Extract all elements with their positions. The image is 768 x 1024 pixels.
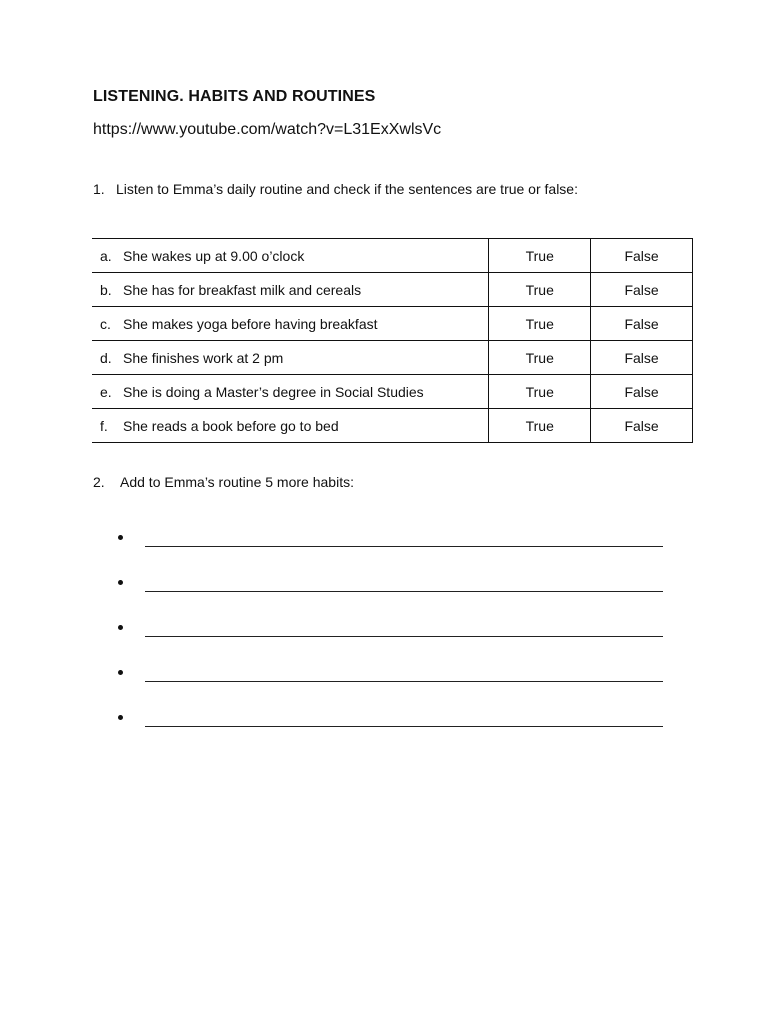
statement-text: She has for breakfast milk and cereals — [123, 281, 362, 298]
bullet-icon — [118, 625, 123, 630]
statement-cell — [92, 375, 489, 409]
habit-answer-line[interactable] — [145, 591, 663, 592]
statement-letter: b. — [100, 281, 112, 298]
question-1 — [93, 181, 578, 197]
false-option[interactable]: False — [591, 273, 693, 307]
table-row — [92, 307, 693, 341]
table-row — [92, 409, 693, 443]
false-option[interactable]: False — [591, 409, 693, 443]
statement-cell — [92, 409, 489, 443]
statement-cell — [92, 307, 489, 341]
bullet-icon — [118, 670, 123, 675]
false-option[interactable]: False — [591, 307, 693, 341]
habit-answer-line[interactable] — [145, 726, 663, 727]
false-option[interactable]: False — [591, 375, 693, 409]
question-1-text: Listen to Emma’s daily routine and check if the sentences are true or false: — [116, 181, 578, 197]
statement-letter: c. — [100, 315, 111, 332]
table-row — [92, 239, 693, 273]
statement-letter: e. — [100, 383, 112, 400]
true-option[interactable]: True — [489, 409, 591, 443]
false-option[interactable]: False — [591, 341, 693, 375]
table-row — [92, 375, 693, 409]
statement-text: She reads a book before go to bed — [123, 417, 339, 434]
question-2 — [93, 474, 354, 490]
question-2-number: 2. — [93, 474, 105, 490]
video-url-link[interactable]: https://www.youtube.com/watch?v=L31ExXwlsVc — [93, 121, 442, 138]
table-row — [92, 273, 693, 307]
bullet-icon — [118, 715, 123, 720]
habit-answer-line[interactable] — [145, 636, 663, 637]
statement-letter: f. — [100, 417, 108, 434]
question-2-text: Add to Emma’s routine 5 more habits: — [120, 474, 354, 490]
question-1-number: 1. — [93, 181, 105, 197]
bullet-icon — [118, 580, 123, 585]
false-option[interactable]: False — [591, 239, 693, 273]
true-option[interactable]: True — [489, 307, 591, 341]
habit-answer-line[interactable] — [145, 681, 663, 682]
true-option[interactable]: True — [489, 273, 591, 307]
true-option[interactable]: True — [489, 375, 591, 409]
statement-cell — [92, 341, 489, 375]
statement-text: She is doing a Master’s degree in Social Studies — [123, 383, 424, 400]
statement-letter: d. — [100, 349, 112, 366]
habit-answer-line[interactable] — [145, 546, 663, 547]
true-false-table — [92, 238, 693, 443]
statement-text: She wakes up at 9.00 o’clock — [123, 247, 305, 264]
table-row — [92, 341, 693, 375]
true-option[interactable]: True — [489, 239, 591, 273]
statement-cell — [92, 273, 489, 307]
true-option[interactable]: True — [489, 341, 591, 375]
statement-letter: a. — [100, 247, 112, 264]
statement-text: She makes yoga before having breakfast — [123, 315, 378, 332]
statement-cell — [92, 239, 489, 273]
bullet-icon — [118, 535, 123, 540]
statement-text: She finishes work at 2 pm — [123, 349, 284, 366]
page-title: LISTENING. HABITS AND ROUTINES — [93, 88, 376, 105]
